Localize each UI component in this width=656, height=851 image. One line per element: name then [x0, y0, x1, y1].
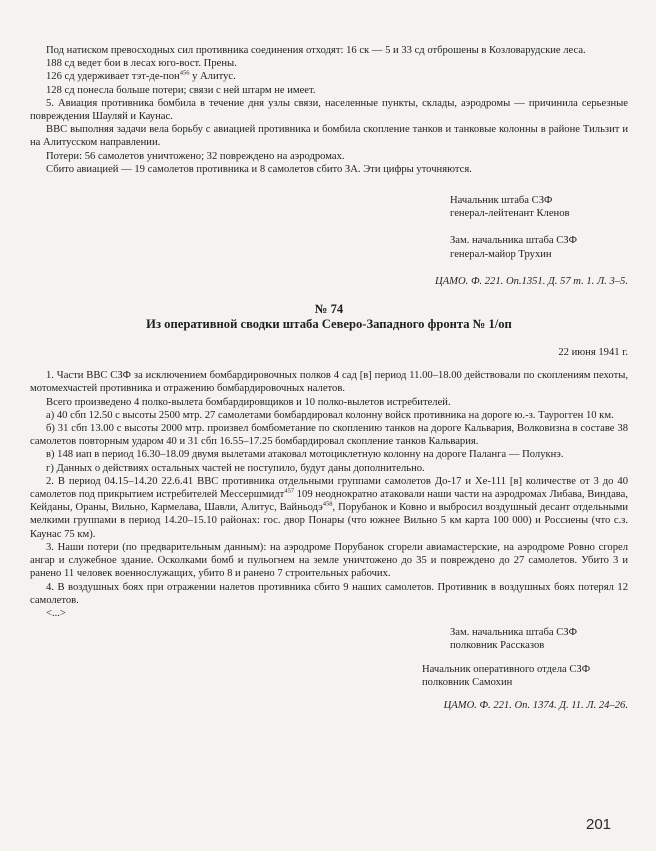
document-page	[30, 44, 628, 712]
paragraph: в) 148 иап в период 16.30–18.09 двумя вылетами атаковал мотоциклетную колонну на дороге Паланга — Полукнэ.	[46, 449, 564, 461]
paragraph	[30, 475, 628, 541]
archive-source: ЦАМО. Ф. 221. Оп.1351. Д. 57 т. 1. Л. 3–5.	[435, 275, 628, 287]
signature-name: генерал-майор Трухин	[450, 248, 552, 260]
signature-title: Начальник штаба СЗФ	[450, 195, 553, 207]
signature-title: Начальник оперативного отдела СЗФ	[422, 663, 591, 675]
paragraph: Под натиском превосходных сил противника соединения отходят: 16 ск — 5 и 33 сд отброшены в Козловарудские леса.	[46, 45, 586, 56]
document-title: Из оперативной сводки штаба Северо-Западного фронта № 1/оп	[146, 317, 512, 332]
paragraph: ВВС выполняя задачи вела борьбу с авиацией противника и бомбила скопление танков и танковые колонны в районе Тильзит и на Алитусском направлении.	[30, 124, 628, 149]
paragraph: г) Данных о действиях остальных частей не поступило, будут даны дополнительно.	[46, 462, 425, 474]
signature-name: полковник Рассказов	[450, 640, 545, 652]
paragraph	[30, 70, 628, 83]
paragraph: Сбито авиацией — 19 самолетов противника и 8 самолетов сбито ЗА. Эти цифры уточняются.	[46, 163, 472, 175]
signature-block	[450, 626, 628, 652]
signature-title: Зам. начальника штаба СЗФ	[450, 627, 577, 639]
paragraph: 4. В воздушных боях при отражении налетов противника сбито 9 наших самолетов. Противник в воздушных боях потерял 12 самолетов.	[30, 581, 628, 606]
paragraph: б) 31 сбп 13.00 с высоты 2000 мтр. произвел бомбометание по скоплению танков на дороге Кальвария, Волковизна в составе 38 самолетов повторным ударом 40 и 31 сбп 16.55–17.25 бомбардировал скопление танков Кальвария.	[30, 423, 628, 448]
paragraph: 1. Части ВВС СЗФ за исключением бомбардировочных полков 4 сад [в] период 11.00–18.00 действовали по скоплениям пехоты, мотомехчастей противника и отражению бомбардировочных налетов.	[30, 370, 628, 395]
text: 109 неоднократно атаковали наши части на аэродромах Либава, Виндава, Кейданы, Ораны, Вильно, Кармелава, Шавли, Алитус, Вайньодэ	[30, 489, 628, 514]
paragraph: а) 40 сбп 12.50 с высоты 2500 мтр. 27 самолетами бомбардировал колонну войск противника на дороге ю.-з. Таурогген 10 км.	[46, 409, 614, 421]
text: , Порубанок и Ковно и выбросил воздушный десант отдельными мелкими группами в период 14.20–15.10 районах: гос. двор Понары (что южнее Вильно 5 км карта 100 000) и Россиены (что с.з. Каунас 75 км).	[30, 502, 628, 540]
paragraph: 5. Авиация противника бомбила в течение дня узлы связи, населенные пункты, склады, аэродромы — причинила серьезные повреждения Шауляй и Каунас.	[30, 97, 628, 123]
document-date: 22 июня 1941 г.	[558, 347, 628, 359]
text: у Алитус.	[189, 71, 236, 83]
signature-name: генерал-лейтенант Кленов	[450, 208, 570, 220]
footnote-ref: 458	[322, 500, 333, 508]
paragraph: 3. Наши потери (по предварительным данным): на аэродроме Порубанок сгорели авиамастерские, на аэродроме Ровно сгорел ангар и служебное здание. Осколками бомб и пульогнем на земле уничтожено до 35 и повреждено до 27 самолетов. Убито 3 и ранено 11 человек военнослужащих, убито 8 и ранено 7 строительных рабочих.	[30, 541, 628, 580]
paragraph: Всего произведено 4 полко-вылета бомбардировщиков и 10 полко-вылетов истребителей.	[46, 396, 451, 408]
footnote-ref: 457	[284, 487, 295, 495]
paragraph: Потери: 56 самолетов уничтожено; 32 повреждено на аэродромах.	[46, 150, 345, 162]
ellipsis: <...>	[46, 607, 66, 619]
footnote-ref: 456	[179, 69, 190, 77]
archive-source: ЦАМО. Ф. 221. Оп. 1374. Д. 11. Л. 24–26.	[443, 699, 628, 711]
document-number: № 74	[314, 302, 344, 317]
signature-name: полковник Самохин	[422, 676, 513, 688]
page-number: 201	[586, 816, 612, 833]
signature-title: Зам. начальника штаба СЗФ	[450, 235, 577, 247]
paragraph: 128 сд понесла больше потери; связи с ней штарм не имеет.	[46, 84, 316, 96]
paragraph: 188 сд ведет бои в лесах юго-вост. Прены.	[46, 58, 237, 70]
text: 126 сд удерживает тэт-де-пон	[46, 71, 180, 83]
signature-block	[450, 234, 628, 260]
signature-block	[450, 194, 628, 220]
text: 2. В период 04.15–14.20 22.6.41 ВВС противника отдельными группами самолетов До-17 и Хе-111 [в] количестве от 3 до 40 самолетов под прикрытием истребителей Мессершмидт	[30, 475, 628, 501]
signature-block	[422, 663, 628, 689]
